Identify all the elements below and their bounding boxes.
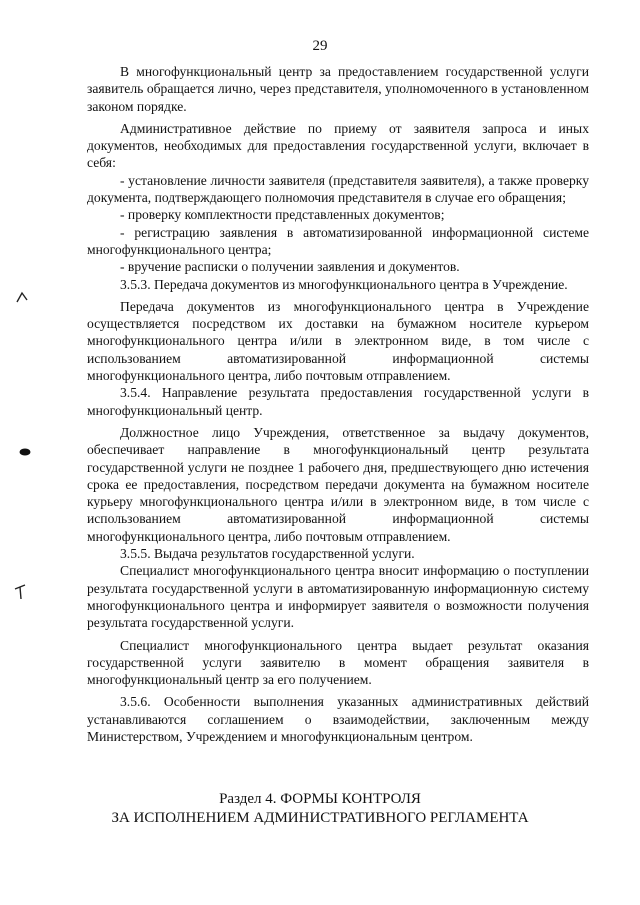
- section-heading: [0, 790, 640, 828]
- section-heading-line-1: Раздел 4. ФОРМЫ КОНТРОЛЯ: [219, 791, 421, 807]
- page-number: 29: [312, 38, 328, 54]
- paragraph: Административное действие по приему от заявителя запроса и иных документов, необходимых для предоставления государственной услуги, включает в себя:: [87, 120, 589, 171]
- paragraph: Должностное лицо Учреждения, ответственное за выдачу документов, обеспечивает направление в многофункциональный центр результата государственной услуги не позднее 1 рабочего дня, предшествующего дню истечения срока ее предоставления, посредством передачи документа на бумажном носителе курьеру многофункционального центра и/или в электронном виде, в том числе с использованием автоматизированной информационной системы многофункционального центра, либо почтовым отправлением.: [87, 424, 589, 544]
- scan-mark-icon: [15, 290, 29, 304]
- list-item: - проверку комплектности представленных документов;: [120, 207, 445, 223]
- list-item: - регистрацию заявления в автоматизированной информационной системе многофункционального центра;: [87, 224, 589, 257]
- list-item: - вручение расписки о получении заявления и документов.: [120, 259, 460, 275]
- subsection-heading: 3.5.5. Выдача результатов государственной услуги.: [120, 546, 415, 562]
- paragraph: Передача документов из многофункционального центра в Учреждение осуществляется посредством их доставки на бумажном носителе курьером многофункционального центра и/или в электронном виде, в том числе с использованием автоматизированной информационной системы многофункционального центра, либо почтовым отправлением.: [87, 298, 589, 384]
- paragraph: В многофункциональный центр за предоставлением государственной услуги заявитель обращается лично, через представителя, уполномоченного в установленном законом порядке.: [87, 64, 589, 114]
- section-heading-line-2: ЗА ИСПОЛНЕНИЕМ АДМИНИСТРАТИВНОГО РЕГЛАМЕНТА: [111, 810, 529, 826]
- paragraph: Специалист многофункционального центра выдает результат оказания государственной услуги заявителю в момент обращения заявителя в многофункциональный центр за его получением.: [87, 637, 589, 688]
- paragraph: 3.5.6. Особенности выполнения указанных административных действий устанавливаются соглашением о взаимодействии, заключенным между Министерством, Учреждением и многофункциональным центром.: [87, 694, 589, 744]
- list-item: - установление личности заявителя (представителя заявителя), а также проверку документа, подтверждающего полномочия представителя в случае его обращения;: [87, 172, 589, 206]
- scan-dot-icon: [18, 447, 32, 457]
- subsection-heading: 3.5.3. Передача документов из многофункционального центра в Учреждение.: [120, 276, 568, 292]
- document-body: [87, 63, 589, 745]
- paragraph: Специалист многофункционального центра вносит информацию о поступлении результата государственной услуги в автоматизированную информационную систему многофункционального центра и информирует заявителя о возможности получения результата государственной услуги.: [87, 563, 589, 631]
- scan-mark-icon: [13, 583, 27, 601]
- subsection-heading: 3.5.4. Направление результата предоставления государственной услуги в многофункциональный центр.: [87, 385, 589, 418]
